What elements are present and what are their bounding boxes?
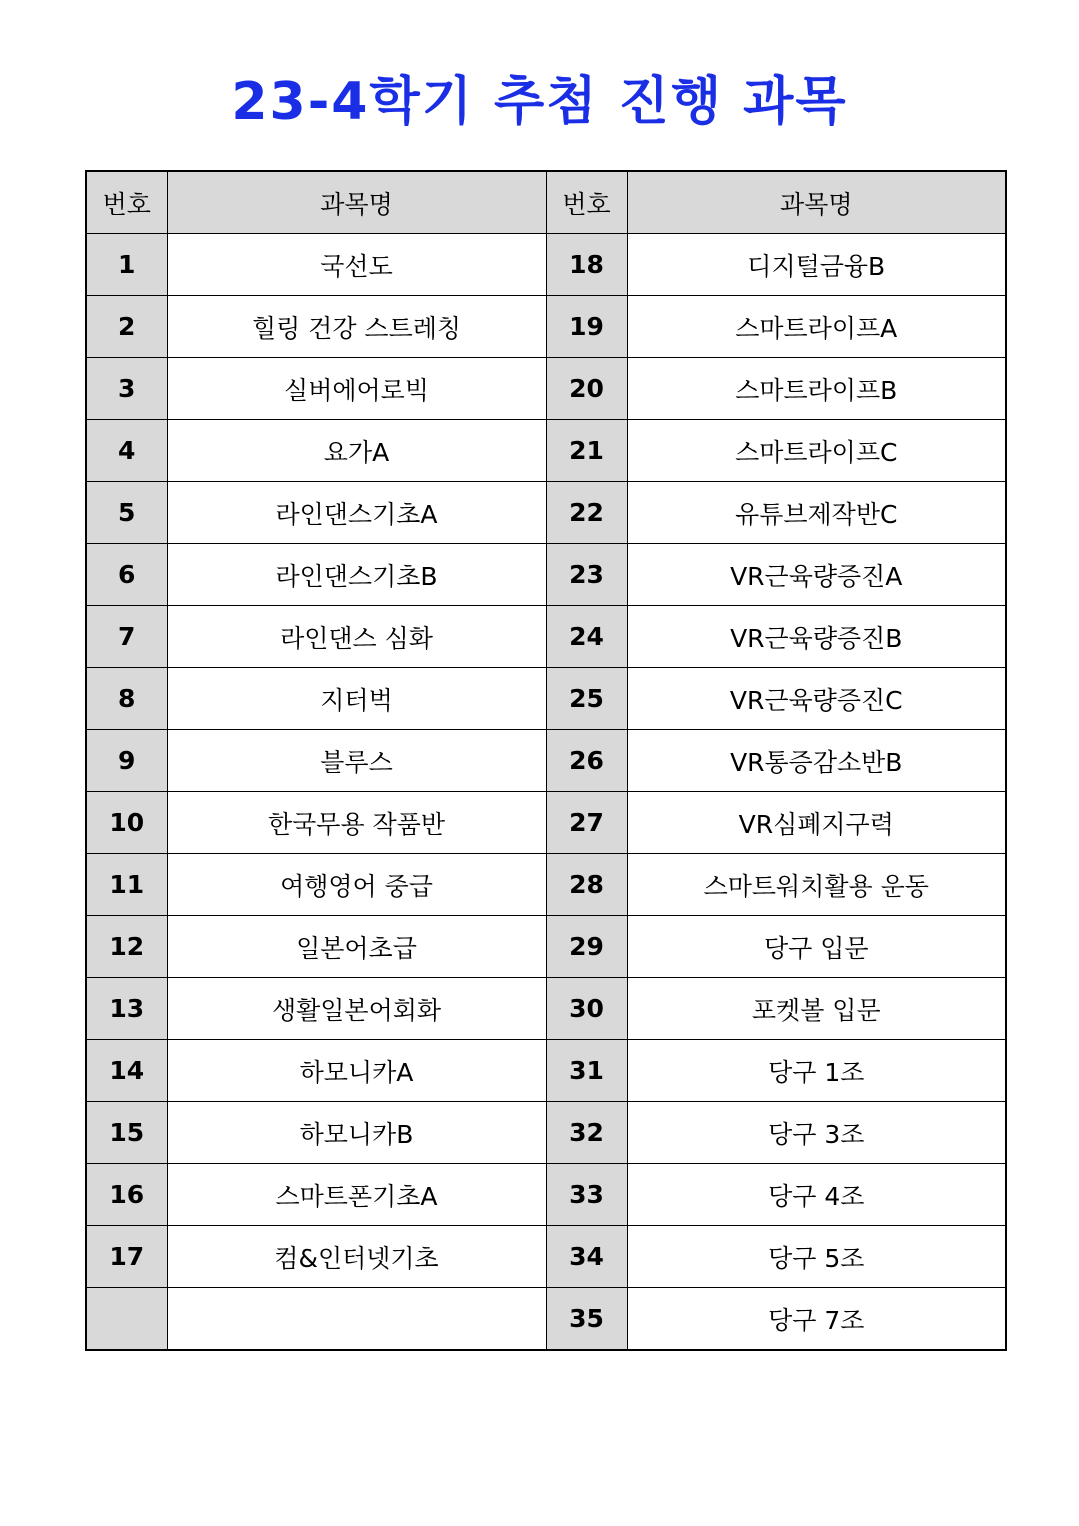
course-number-left <box>86 1288 167 1351</box>
header-course-name-left: 과목명 <box>167 171 546 234</box>
course-number-right: 30 <box>546 978 627 1040</box>
header-course-name-right: 과목명 <box>627 171 1006 234</box>
course-name-right: 당구 5조 <box>627 1226 1006 1288</box>
course-number-right: 18 <box>546 234 627 296</box>
table-row <box>86 916 1006 978</box>
course-number-right: 24 <box>546 606 627 668</box>
course-number-right: 33 <box>546 1164 627 1226</box>
course-name-right: 스마트라이프A <box>627 296 1006 358</box>
course-number-left: 8 <box>86 668 167 730</box>
course-number-right: 27 <box>546 792 627 854</box>
header-number-left: 번호 <box>86 171 167 234</box>
course-name-left: 블루스 <box>167 730 546 792</box>
table-row <box>86 420 1006 482</box>
course-number-left: 9 <box>86 730 167 792</box>
course-rows <box>86 234 1006 1351</box>
course-name-left: 라인댄스기초A <box>167 482 546 544</box>
course-name-right: VR근육량증진B <box>627 606 1006 668</box>
course-name-left: 요가A <box>167 420 546 482</box>
page-title: 23-4학기 추첨 진행 과목 <box>231 72 848 132</box>
header-number-right: 번호 <box>546 171 627 234</box>
course-number-left: 10 <box>86 792 167 854</box>
course-number-right: 23 <box>546 544 627 606</box>
course-name-left: 라인댄스기초B <box>167 544 546 606</box>
course-name-left: 하모니카A <box>167 1040 546 1102</box>
course-name-left: 실버에어로빅 <box>167 358 546 420</box>
course-name-left: 컴&인터넷기초 <box>167 1226 546 1288</box>
course-number-right: 20 <box>546 358 627 420</box>
table-row <box>86 1288 1006 1351</box>
table-row <box>86 854 1006 916</box>
course-number-left: 12 <box>86 916 167 978</box>
table-row <box>86 792 1006 854</box>
course-name-left: 여행영어 중급 <box>167 854 546 916</box>
course-number-left: 11 <box>86 854 167 916</box>
course-name-left: 생활일본어회화 <box>167 978 546 1040</box>
course-name-left: 하모니카B <box>167 1102 546 1164</box>
course-number-left: 1 <box>86 234 167 296</box>
course-name-left: 일본어초급 <box>167 916 546 978</box>
course-number-left: 13 <box>86 978 167 1040</box>
course-name-right: 당구 3조 <box>627 1102 1006 1164</box>
course-name-right: 당구 입문 <box>627 916 1006 978</box>
course-number-left: 7 <box>86 606 167 668</box>
course-number-left: 5 <box>86 482 167 544</box>
course-number-right: 25 <box>546 668 627 730</box>
table-row <box>86 1226 1006 1288</box>
course-number-left: 15 <box>86 1102 167 1164</box>
course-name-right: VR심폐지구력 <box>627 792 1006 854</box>
course-number-right: 35 <box>546 1288 627 1351</box>
course-name-left <box>167 1288 546 1351</box>
course-name-left: 지터벅 <box>167 668 546 730</box>
course-number-right: 31 <box>546 1040 627 1102</box>
course-name-left: 한국무용 작품반 <box>167 792 546 854</box>
course-name-right: VR근육량증진A <box>627 544 1006 606</box>
course-name-right: 유튜브제작반C <box>627 482 1006 544</box>
course-number-left: 16 <box>86 1164 167 1226</box>
course-number-right: 34 <box>546 1226 627 1288</box>
table-row <box>86 668 1006 730</box>
course-name-left: 국선도 <box>167 234 546 296</box>
table-row <box>86 482 1006 544</box>
table-row <box>86 1164 1006 1226</box>
course-name-right: 포켓볼 입문 <box>627 978 1006 1040</box>
course-name-left: 스마트폰기초A <box>167 1164 546 1226</box>
course-name-right: 당구 1조 <box>627 1040 1006 1102</box>
course-name-left: 힐링 건강 스트레칭 <box>167 296 546 358</box>
course-name-right: 스마트라이프C <box>627 420 1006 482</box>
table-row <box>86 358 1006 420</box>
course-number-left: 2 <box>86 296 167 358</box>
course-name-right: 스마트라이프B <box>627 358 1006 420</box>
course-number-right: 29 <box>546 916 627 978</box>
table-row <box>86 978 1006 1040</box>
table-row <box>86 544 1006 606</box>
course-number-right: 28 <box>546 854 627 916</box>
course-name-right: 스마트워치활용 운동 <box>627 854 1006 916</box>
course-number-right: 32 <box>546 1102 627 1164</box>
table-row <box>86 234 1006 296</box>
course-name-right: 당구 4조 <box>627 1164 1006 1226</box>
course-number-left: 6 <box>86 544 167 606</box>
course-name-right: VR통증감소반B <box>627 730 1006 792</box>
course-number-left: 14 <box>86 1040 167 1102</box>
course-number-left: 3 <box>86 358 167 420</box>
table-row <box>86 296 1006 358</box>
course-name-right: 당구 7조 <box>627 1288 1006 1351</box>
course-table <box>85 170 1007 1351</box>
course-number-right: 26 <box>546 730 627 792</box>
header-row <box>86 171 1006 234</box>
table-row <box>86 606 1006 668</box>
course-name-left: 라인댄스 심화 <box>167 606 546 668</box>
course-name-right: VR근육량증진C <box>627 668 1006 730</box>
course-number-right: 21 <box>546 420 627 482</box>
course-name-right: 디지털금융B <box>627 234 1006 296</box>
course-number-left: 4 <box>86 420 167 482</box>
course-number-right: 22 <box>546 482 627 544</box>
table-row <box>86 1040 1006 1102</box>
table-row <box>86 1102 1006 1164</box>
table-row <box>86 730 1006 792</box>
course-number-left: 17 <box>86 1226 167 1288</box>
course-number-right: 19 <box>546 296 627 358</box>
